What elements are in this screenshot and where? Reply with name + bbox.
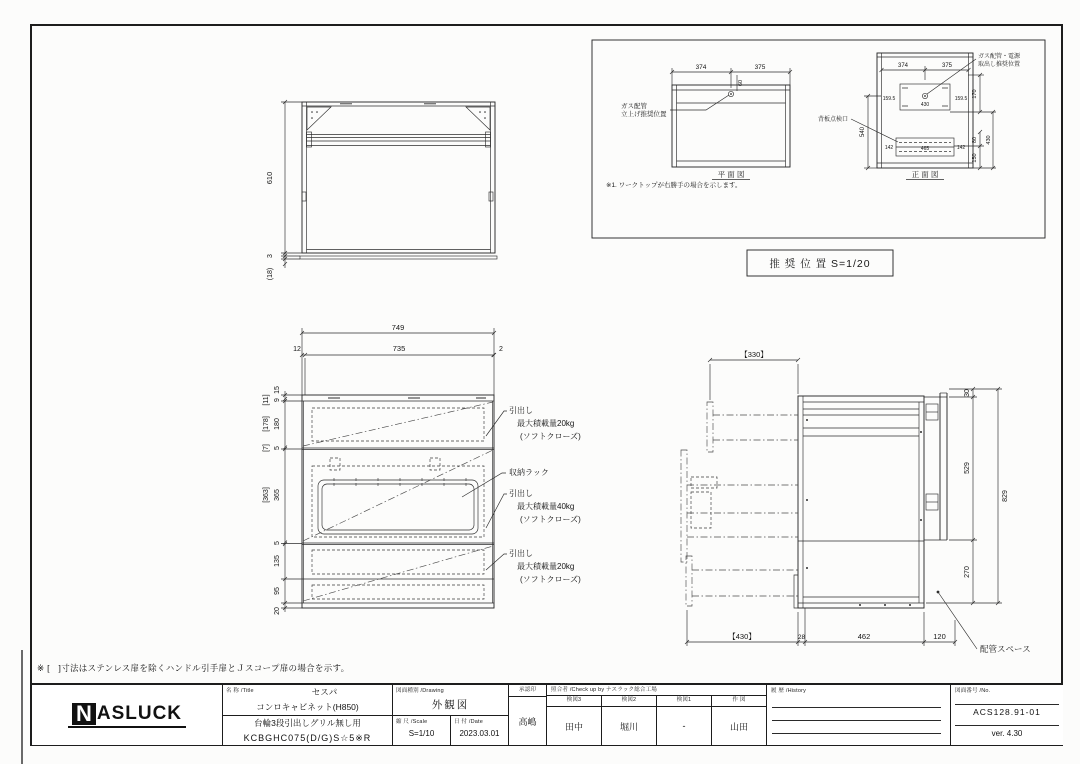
drawer-top-label: 引出し	[509, 406, 533, 415]
model-number: KCBGHC075(D/G)S☆5※R	[243, 733, 372, 743]
drawing-type-label: 図面種別 /Drawing	[396, 688, 444, 694]
recommended-position-badge	[747, 250, 893, 276]
product-title-cell	[222, 685, 392, 745]
bracket-dimension-note: ※ [ ]寸法はステンレス扉を除くハンドル引手扉とＪスコープ扉の場合を示す。	[37, 663, 350, 673]
recommended-position-box	[592, 40, 1045, 276]
dim-20: 20	[274, 607, 281, 615]
scale-label: 縮 尺 /Scale	[396, 719, 428, 725]
dim-5a: 5	[274, 446, 281, 450]
drawing-number: ACS128.91-01	[973, 707, 1041, 717]
date-value: 2023.03.01	[459, 729, 500, 738]
drawing-number-cell	[950, 685, 1063, 745]
dim-159-5-right: 159.5	[954, 96, 968, 102]
dim-430: 【430】	[728, 632, 756, 641]
approval-cell	[508, 685, 546, 745]
rack-label: 収納ラック	[509, 468, 549, 477]
number-divider	[955, 704, 1059, 705]
dim-365: 365	[274, 489, 281, 501]
drawer-mid-load: 最大積載量40kg	[517, 502, 575, 511]
pipe-space-label: 配管スペース	[980, 644, 1031, 654]
product-name: コンロキャビネット(H850)	[223, 700, 392, 716]
worktop-note: ※1. ワークトップが右勝手の場合を示します。	[606, 182, 742, 189]
dim-30: 30	[964, 389, 971, 397]
mini-plan-title: 平 面 図	[717, 170, 745, 179]
history-line	[772, 720, 941, 721]
gas-riser-label-1: ガス配管	[621, 103, 647, 110]
dim-9: 9	[274, 398, 281, 402]
side-view	[681, 349, 1031, 654]
dim-170: 170	[972, 89, 978, 99]
drawing-number-label: 図面番号 /No.	[955, 688, 991, 694]
checker-2-name: 堀川	[619, 721, 638, 732]
dim-142-left: 142	[884, 145, 894, 151]
history-label: 履 歴 /History	[771, 688, 807, 694]
mini-front-view	[818, 52, 1021, 180]
drawer-bottom-label: 引出し	[509, 549, 533, 558]
dim-375: 375	[941, 63, 953, 69]
drawing-type-value: 外観図	[431, 699, 470, 711]
drafter-col	[711, 696, 766, 745]
number-divider	[955, 725, 1059, 726]
dim-430-inner: 430	[920, 102, 930, 108]
dim-2: 2	[499, 346, 503, 353]
product-type: 台輪3段引出しグリル無し用	[254, 718, 361, 728]
approval-label: 承認印	[509, 685, 546, 697]
dim-610: 610	[265, 171, 274, 185]
dim-375: 375	[754, 64, 766, 71]
version: ver. 4.30	[991, 729, 1023, 738]
dim-95: 95	[274, 587, 281, 595]
dim-749: 749	[391, 323, 405, 332]
dim-330: 【330】	[740, 350, 768, 359]
drawing-type	[393, 685, 508, 716]
dim-28: 28	[797, 634, 806, 641]
main-front-view	[263, 323, 581, 615]
logo-n-mark: N	[72, 703, 96, 725]
dim-bracket-363: [363]	[263, 487, 270, 503]
dim-5b: 5	[274, 541, 281, 545]
dim-80: 80	[972, 136, 978, 144]
logo-wordmark: ASLUCK	[96, 702, 183, 724]
history-line	[772, 733, 941, 734]
checker-1-name: -	[682, 721, 686, 731]
product-series: セスパ	[311, 687, 338, 697]
dim-735: 735	[392, 344, 406, 353]
checker-col-1	[656, 696, 711, 745]
title-block	[32, 683, 1063, 745]
checker-col-3	[547, 696, 601, 745]
dim-135: 135	[274, 555, 281, 567]
nasluck-logo	[68, 700, 186, 728]
checker-2-label: 検図2	[602, 696, 656, 707]
history-cell	[766, 685, 950, 745]
badge-text: 推 奨 位 置 S=1/20	[769, 258, 871, 270]
mini-plan-view	[606, 64, 792, 189]
dim-bracket-7: [7]	[263, 444, 270, 452]
check-label: 照合者 /Check up by ナスラック総合工場	[547, 685, 766, 696]
drawer-top-load: 最大積載量20kg	[517, 419, 575, 428]
dim-142-right: 142	[956, 145, 966, 151]
back-panel-label: 背板点検口	[818, 117, 849, 123]
drafter-name: 山田	[729, 721, 748, 732]
dim-3: 3	[267, 254, 274, 258]
drawer-mid-soft: (ソフトクローズ)	[520, 515, 581, 524]
scale-cell	[393, 716, 450, 745]
drawer-mid-label: 引出し	[509, 489, 533, 498]
dim-120: 120	[933, 632, 946, 641]
dim-60: 60	[738, 79, 744, 87]
checker-col-2	[601, 696, 656, 745]
dim-374: 374	[695, 64, 707, 71]
dim-159-5-left: 159.5	[882, 96, 896, 102]
dim-374: 374	[897, 63, 909, 69]
main-plan-view	[265, 100, 497, 280]
drawer-bottom-soft: (ソフトクローズ)	[520, 575, 581, 584]
gas-outlet-label-1: ガス配管・電源	[978, 54, 1021, 60]
dim-529: 529	[964, 462, 971, 474]
drawing-type-cell	[392, 685, 508, 745]
drafter-label: 作 図	[712, 696, 766, 707]
company-logo	[32, 685, 222, 745]
dim-465: 465	[920, 146, 930, 152]
dim-150: 150	[972, 153, 978, 163]
dim-270: 270	[964, 566, 971, 578]
name-label: 名 称 /Title	[226, 688, 254, 694]
approver-name: 高嶋	[518, 716, 537, 727]
date-label: 日 付 /Date	[454, 719, 484, 725]
dim-bracket-178: [178]	[263, 416, 270, 432]
history-line	[772, 707, 941, 708]
dim-540: 540	[860, 126, 866, 138]
dim-15: 15	[274, 386, 281, 394]
check-section	[546, 685, 766, 745]
dim-829: 829	[1002, 490, 1009, 502]
checker-3-label: 検図3	[547, 696, 601, 707]
drawer-top-soft: (ソフトクローズ)	[520, 432, 581, 441]
dim-bracket-11: [11]	[263, 394, 270, 406]
checker-1-label: 検図1	[657, 696, 711, 707]
checker-3-name: 田中	[564, 721, 583, 732]
drawer-bottom-load: 最大積載量20kg	[517, 562, 575, 571]
dim-12: 12	[293, 346, 301, 353]
scale-value: S=1/10	[408, 729, 435, 738]
dim-18: (18)	[267, 267, 274, 281]
mini-front-title: 正 面 図	[911, 170, 939, 179]
gas-riser-label-2: 立上げ推奨位置	[621, 111, 667, 118]
dim-462: 462	[857, 632, 871, 641]
dim-180: 180	[274, 418, 281, 430]
gas-outlet-label-2: 取出し推奨位置	[978, 62, 1021, 68]
date-cell	[450, 716, 508, 745]
dim-430-right: 430	[986, 135, 992, 145]
